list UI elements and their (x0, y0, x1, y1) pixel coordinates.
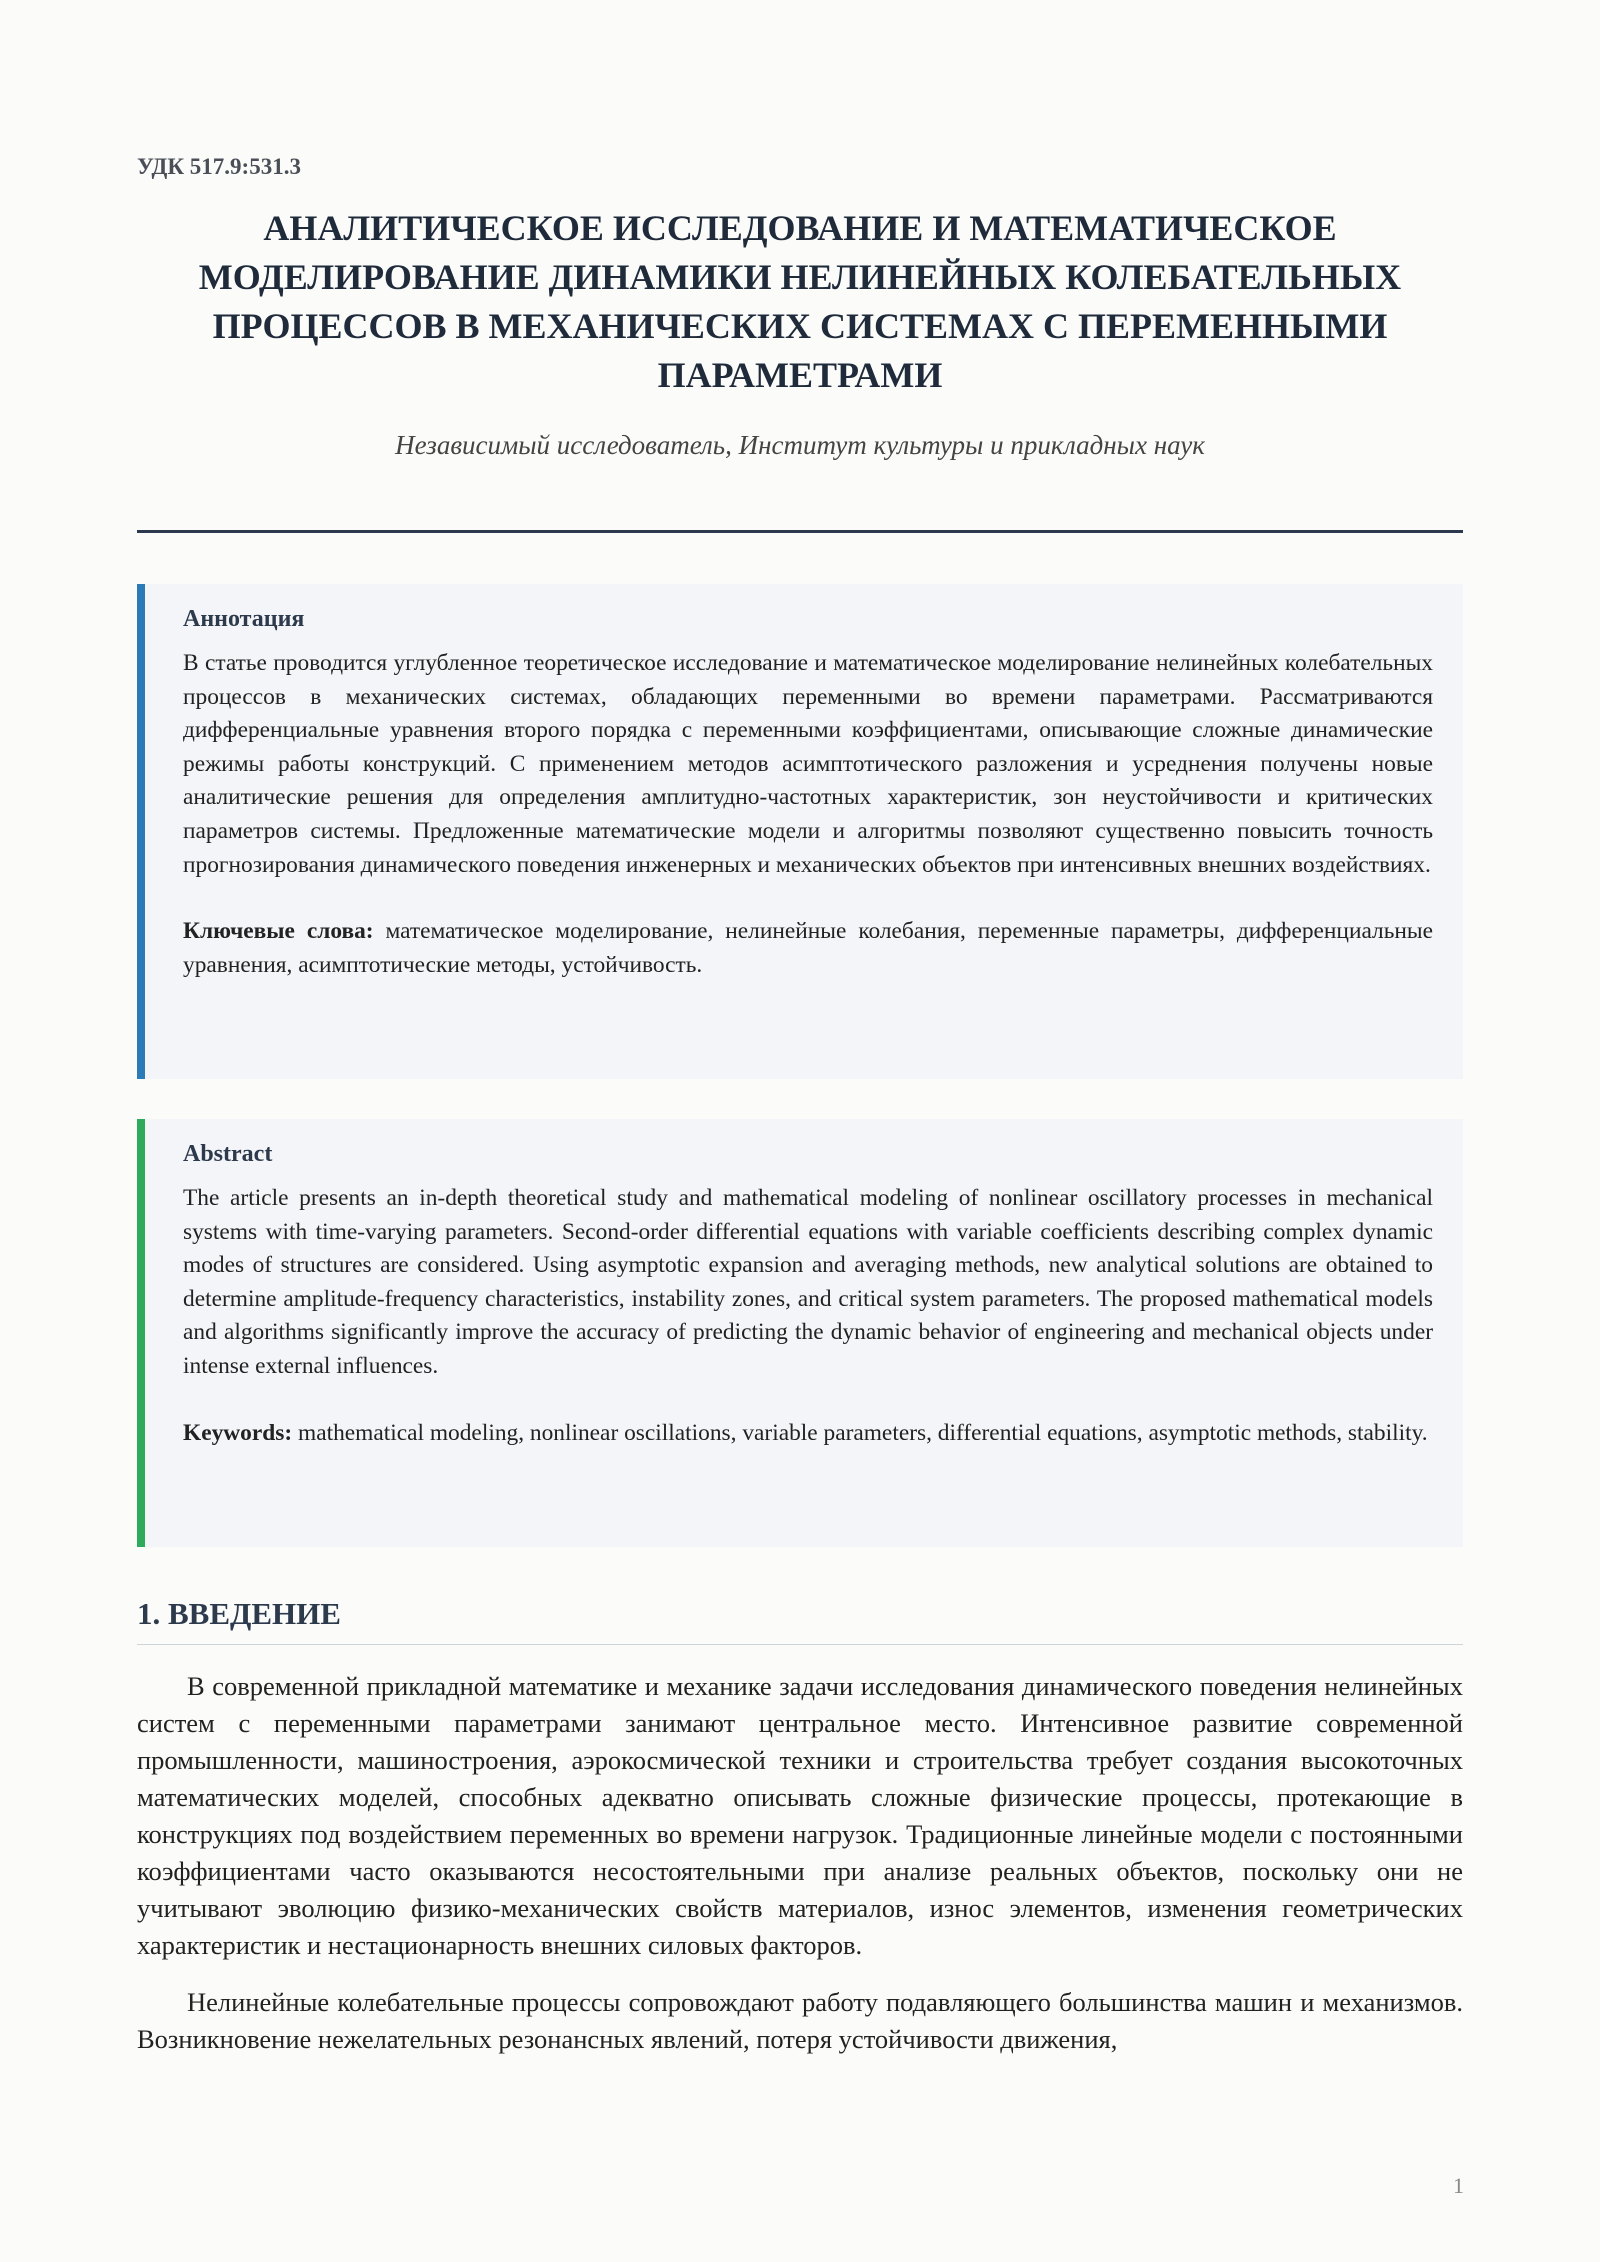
section-heading-introduction: 1. ВВЕДЕНИЕ (137, 1596, 1463, 1645)
body-paragraph: Нелинейные колебательные процессы сопровождают работу подавляющего большинства машин и механизмов. Возникновение нежелательных резонансных явлений, потеря устойчивости движения, (137, 1987, 1463, 2054)
paper-title: АНАЛИТИЧЕСКОЕ ИССЛЕДОВАНИЕ И МАТЕМАТИЧЕСКОЕ МОДЕЛИРОВАНИЕ ДИНАМИКИ НЕЛИНЕЙНЫХ КОЛЕБАТЕЛЬНЫХ ПРОЦЕССОВ В МЕХАНИЧЕСКИХ СИСТЕМАХ С ПЕРЕМЕННЫМИ ПАРАМЕТРАМИ (198, 208, 1402, 395)
keywords-en-label: Keywords: (183, 1419, 293, 1446)
abstract-en-text: The article presents an in-depth theoretical study and mathematical modeling of nonlinear oscillatory processes in mechanical systems with time-varying parameters. Second-order differential equations with variable coefficients describing complex dynamic modes of structures are considered. Using asymptotic expansion and averaging methods, new analytical solutions are obtained to determine amplitude-frequency characteristics, instability zones, and critical system parameters. The proposed mathematical models and algorithms significantly improve the accuracy of predicting the dynamic behavior of engineering and mechanical objects under intense external influences. (183, 1185, 1433, 1379)
author-affiliation: Независимый исследователь, Институт культуры и прикладных наук (395, 430, 1205, 460)
section-body (137, 1668, 1463, 2078)
keywords-ru-text: математическое моделирование, нелинейные колебания, переменные параметры, дифференциальные уравнения, асимптотические методы, устойчивость. (183, 918, 1433, 978)
abstract-en-heading: Abstract (183, 1141, 273, 1167)
udk-code: УДК 517.9:531.3 (137, 154, 301, 179)
keywords-ru (183, 915, 1433, 982)
body-paragraph: В современной прикладной математике и механике задачи исследования динамического поведения нелинейных систем с переменными параметрами занимают центральное место. Интенсивное развитие современной промышленности, машиностроения, аэрокосмической техники и строительства требует создания высокоточных математических моделей, способных адекватно описывать сложные физические процессы, протекающие в конструкциях под воздействием переменных во времени нагрузок. Традиционные линейные модели с постоянными коэффициентами часто оказываются несостоятельными при анализе реальных объектов, поскольку они не учитывают эволюцию физико-механических свойств материалов, износ элементов, изменения геометрических характеристик и нестационарность внешних силовых факторов. (137, 1671, 1463, 1960)
abstract-ru-text: В статье проводится углубленное теоретическое исследование и математическое моделирование нелинейных колебательных процессов в механических системах, обладающих переменными во времени параметрами. Рассматриваются дифференциальные уравнения второго порядка с переменными коэффициентами, описывающие сложные динамические режимы работы конструкций. С применением методов асимптотического разложения и усреднения получены новые аналитические решения для определения амплитудно-частотных характеристик, зон неустойчивости и критических параметров системы. Предложенные математические модели и алгоритмы позволяют существенно повысить точность прогнозирования динамического поведения инженерных и механических объектов при интенсивных внешних воздействиях. (183, 650, 1433, 878)
keywords-ru-label: Ключевые слова: (183, 918, 374, 945)
keywords-en (183, 1417, 1433, 1451)
header-divider (137, 530, 1463, 533)
abstract-ru-box (137, 584, 1463, 1079)
keywords-en-text: mathematical modeling, nonlinear oscillations, variable parameters, differential equations, asymptotic methods, stability. (298, 1419, 1428, 1446)
page-number: 1 (1453, 2173, 1464, 2198)
abstract-en-box (137, 1119, 1463, 1547)
abstract-ru-heading: Аннотация (183, 606, 305, 632)
